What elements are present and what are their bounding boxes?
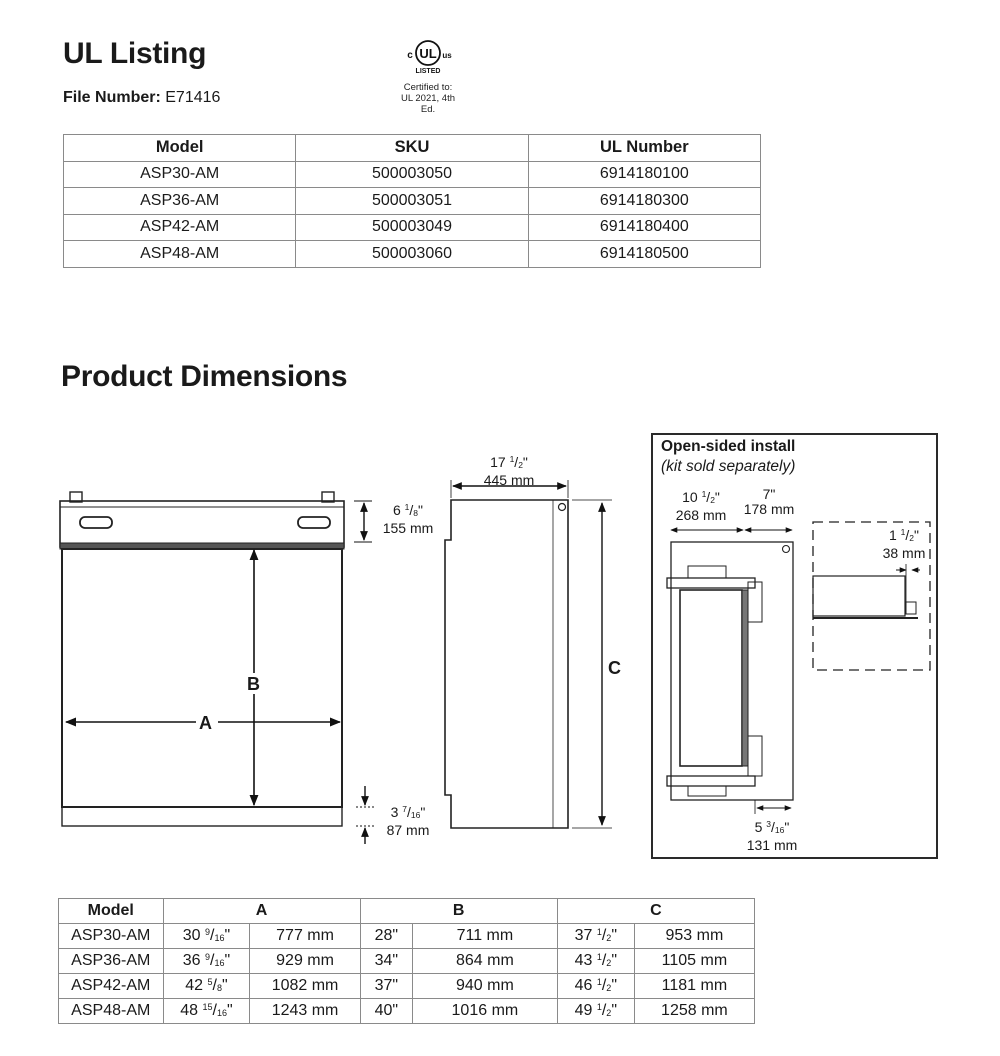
ul-table-header-row — [64, 135, 761, 162]
a-den: 16 — [216, 1008, 227, 1018]
a-den: 16 — [214, 958, 225, 968]
dim-cell-a-in: 30 $^9/_{16}$" — [163, 924, 250, 949]
ul-cell-model: ASP30-AM — [64, 161, 296, 188]
top-height-label: 6 $^1/_8$" 155 mm — [380, 500, 436, 536]
ul-cell-ul-number: 6914180400 — [528, 214, 760, 241]
ul-certification — [398, 82, 458, 115]
dimensions-table — [58, 898, 755, 1024]
a-num: 5 — [207, 977, 213, 987]
a-den: 8 — [216, 983, 222, 993]
dim-cell-c-mm: 1105 mm — [634, 949, 754, 974]
bottom-height-den: 16 — [410, 810, 421, 820]
c-whole: 43 — [574, 952, 593, 969]
ul-cell-ul-number: 6914180100 — [528, 161, 760, 188]
dim-cell-b-mm: 940 mm — [413, 974, 558, 999]
dim-cell-a-in: 36 $^9/_{16}$" — [163, 949, 250, 974]
open-dim-1-label: 10 $^1/_2$" 268 mm — [668, 487, 734, 523]
table-row — [64, 214, 761, 241]
dim-cell-c-in: 43 $^1/_2$" — [557, 949, 634, 974]
a-den: 16 — [214, 933, 225, 943]
a-num: 15 — [202, 1002, 213, 1012]
front-view — [60, 492, 374, 844]
dim-col-b: B — [360, 899, 557, 924]
depth-num: 1 — [509, 454, 515, 464]
dim-cell-a-mm: 1243 mm — [250, 999, 360, 1024]
dim-cell-b-mm: 1016 mm — [413, 999, 558, 1024]
open-dim-3-num: 1 — [900, 527, 906, 537]
ul-cell-model: ASP36-AM — [64, 188, 296, 215]
ul-table — [63, 134, 761, 268]
open-dim-2-mm: 178 mm — [743, 501, 795, 517]
dimension-c-label: C — [608, 658, 621, 678]
ul-mark-text: UL — [419, 46, 437, 61]
bottom-height-num: 7 — [402, 804, 408, 814]
a-whole: 42 — [185, 977, 204, 994]
a-whole: 36 — [182, 952, 201, 969]
file-number — [63, 89, 220, 107]
dim-cell-a-mm: 929 mm — [250, 949, 360, 974]
dim-cell-b-in: 34" — [360, 949, 412, 974]
top-height-den: 8 — [413, 508, 419, 518]
dim-cell-a-in: 42 $^5/_8$" — [163, 974, 250, 999]
dim-cell-a-in: 48 $^{15}/_{16}$" — [163, 999, 250, 1024]
dim-cell-b-in: 28" — [360, 924, 412, 949]
c-den: 2 — [606, 958, 612, 968]
top-height-whole: 6 — [392, 502, 401, 518]
dim-cell-b-mm: 711 mm — [413, 924, 558, 949]
open-dim-1-mm: 268 mm — [675, 507, 727, 523]
ul-listed-logo — [398, 38, 458, 115]
dim-cell-b-in: 37" — [360, 974, 412, 999]
c-num: 1 — [596, 1002, 602, 1012]
dim-table-header-row — [59, 899, 755, 924]
dim-cell-c-in: 49 $^1/_2$" — [557, 999, 634, 1024]
ul-cell-ul-number: 6914180300 — [528, 188, 760, 215]
ul-col-model: Model — [64, 135, 296, 162]
table-row — [64, 161, 761, 188]
dim-cell-model: ASP42-AM — [59, 974, 164, 999]
open-dim-3-den: 2 — [909, 533, 915, 543]
ul-col-ul-number: UL Number — [528, 135, 760, 162]
table-row — [64, 241, 761, 268]
cert-line-1: Certified to: — [403, 82, 453, 93]
c-den: 2 — [606, 933, 612, 943]
open-dim-2-label — [738, 487, 800, 517]
ul-cell-model: ASP48-AM — [64, 241, 296, 268]
listed-text: LISTED — [415, 68, 441, 75]
product-dimensions-heading: Product Dimensions — [61, 360, 348, 393]
bottom-height-mm: 87 mm — [386, 822, 430, 838]
dim-cell-b-in: 40" — [360, 999, 412, 1024]
table-row — [59, 974, 755, 999]
table-row — [59, 924, 755, 949]
table-row — [59, 999, 755, 1024]
cert-line-3: Ed. — [420, 104, 436, 115]
ul-cell-sku: 500003051 — [296, 188, 528, 215]
open-dim-4-label: 5 $^3/_{16}$" 131 mm — [740, 817, 804, 853]
dim-cell-c-mm: 953 mm — [634, 924, 754, 949]
dim-cell-model: ASP30-AM — [59, 924, 164, 949]
c-whole: 37 — [574, 927, 593, 944]
open-dim-4-den: 16 — [774, 825, 785, 835]
dim-cell-a-mm: 1082 mm — [250, 974, 360, 999]
ul-cell-sku: 500003049 — [296, 214, 528, 241]
ul-cell-ul-number: 6914180500 — [528, 241, 760, 268]
dim-cell-b-mm: 864 mm — [413, 949, 558, 974]
dim-col-c: C — [557, 899, 754, 924]
c-num: 1 — [596, 927, 602, 937]
dim-cell-c-in: 46 $^1/_2$" — [557, 974, 634, 999]
dim-cell-c-mm: 1181 mm — [634, 974, 754, 999]
dim-cell-model: ASP36-AM — [59, 949, 164, 974]
dim-cell-c-in: 37 $^1/_2$" — [557, 924, 634, 949]
depth-mm: 445 mm — [483, 472, 535, 488]
c-num: 1 — [596, 977, 602, 987]
dim-cell-c-mm: 1258 mm — [634, 999, 754, 1024]
file-number-label: File Number: — [63, 89, 161, 106]
dimension-a-label: A — [199, 713, 212, 733]
top-height-num: 1 — [404, 502, 410, 512]
ul-listing-heading: UL Listing — [63, 37, 207, 70]
open-dim-2-in: 7" — [762, 486, 776, 502]
open-dim-4-mm: 131 mm — [746, 837, 798, 853]
a-whole: 48 — [180, 1002, 199, 1019]
ul-cell-model: ASP42-AM — [64, 214, 296, 241]
open-dim-1-whole: 10 — [682, 489, 698, 505]
dimension-b-label: B — [247, 674, 260, 694]
ul-mark-icon — [398, 38, 458, 76]
a-num: 9 — [205, 952, 211, 962]
c-den: 2 — [606, 1008, 612, 1018]
open-dim-1-den: 2 — [710, 495, 715, 505]
top-height-mm: 155 mm — [382, 520, 434, 536]
c-num: 1 — [596, 952, 602, 962]
side-view — [445, 480, 612, 828]
open-dim-3-mm: 38 mm — [882, 545, 926, 561]
dim-col-model: Model — [59, 899, 164, 924]
depth-label: 17 $^1/_2$" 445 mm — [476, 452, 542, 488]
open-dim-1-num: 1 — [701, 489, 707, 499]
bottom-height-label: 3 $^7/_{16}$" 87 mm — [380, 802, 436, 838]
open-sided-subtitle: (kit sold separately) — [661, 458, 796, 475]
file-number-value: E71416 — [165, 89, 221, 106]
ul-cell-sku: 500003060 — [296, 241, 528, 268]
a-whole: 30 — [182, 927, 201, 944]
open-dim-4-num: 3 — [766, 819, 772, 829]
dim-col-a: A — [163, 899, 360, 924]
depth-whole: 17 — [490, 454, 506, 470]
open-sided-title: Open-sided install — [661, 438, 796, 455]
open-dim-4-whole: 5 — [754, 819, 763, 835]
c-whole: 49 — [574, 1002, 593, 1019]
c-whole: 46 — [574, 977, 593, 994]
bottom-height-whole: 3 — [390, 804, 399, 820]
open-dim-3-label: 1 $^1/_2$" 38 mm — [874, 525, 934, 561]
ul-col-sku: SKU — [296, 135, 528, 162]
dim-cell-model: ASP48-AM — [59, 999, 164, 1024]
c-den: 2 — [606, 983, 612, 993]
cert-line-2: UL 2021, 4th — [400, 93, 456, 104]
c-mark-text: c — [407, 50, 413, 61]
ul-cell-sku: 500003050 — [296, 161, 528, 188]
table-row — [59, 949, 755, 974]
table-row — [64, 188, 761, 215]
depth-den: 2 — [518, 460, 523, 470]
us-mark-text: us — [442, 51, 452, 60]
dim-cell-a-mm: 777 mm — [250, 924, 360, 949]
open-dim-3-whole: 1 — [888, 527, 897, 543]
a-num: 9 — [205, 927, 211, 937]
